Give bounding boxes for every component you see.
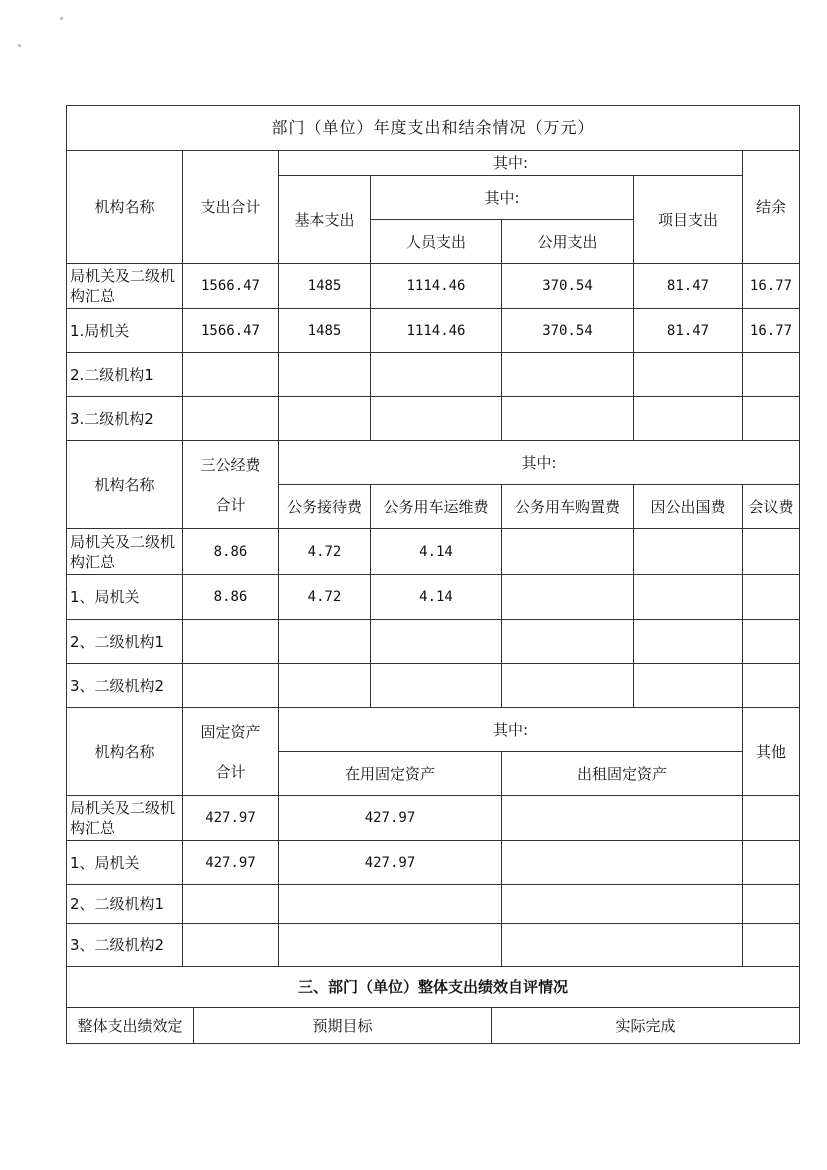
table-row (67, 397, 800, 441)
balance-cell: 16.77 (743, 264, 800, 309)
balance-cell (743, 397, 800, 441)
org-name-cell: 局机关及二级机构汇总 (67, 796, 183, 841)
basic-cell (279, 353, 371, 397)
header-balance: 结余 (743, 151, 800, 264)
header-three-public-total-line2: 合计 (215, 495, 246, 514)
in-use-cell: 427.97 (279, 841, 502, 885)
in-use-cell: 427.97 (279, 796, 502, 841)
meeting-cell (743, 575, 800, 620)
total-cell: 427.97 (183, 796, 279, 841)
header-of-which: 其中: (279, 151, 743, 176)
table-row (67, 885, 800, 924)
section1-title: 部门（单位）年度支出和结余情况（万元） (67, 106, 800, 151)
header-org-name: 机构名称 (67, 441, 183, 529)
performance-header-table (66, 1007, 800, 1044)
org-name-cell: 3.二级机构2 (67, 397, 183, 441)
personnel-cell (371, 397, 502, 441)
leased-cell (502, 924, 743, 967)
reception-cell (279, 664, 371, 708)
header-org-name: 机构名称 (67, 708, 183, 796)
table-row (67, 264, 800, 309)
header-project-expenditure: 项目支出 (634, 176, 743, 264)
header-fixed-asset-total-line1: 固定资产 (200, 722, 261, 741)
actual-completion-header: 实际完成 (492, 1008, 800, 1044)
expected-target-header: 预期目标 (194, 1008, 492, 1044)
project-cell: 81.47 (634, 309, 743, 353)
org-name-cell: 1、局机关 (67, 575, 183, 620)
org-name-cell: 1.局机关 (67, 309, 183, 353)
table-row (67, 353, 800, 397)
basic-cell: 1485 (279, 264, 371, 309)
personnel-cell: 1114.46 (371, 264, 502, 309)
project-cell (634, 353, 743, 397)
in-use-cell (279, 924, 502, 967)
table-row (67, 841, 800, 885)
travel-abroad-cell (634, 529, 743, 575)
header-other: 其他 (743, 708, 800, 796)
header-three-public-total-line1: 三公经费 (200, 455, 261, 474)
org-name-cell: 2.二级机构1 (67, 353, 183, 397)
total-cell: 1566.47 (183, 264, 279, 309)
travel-abroad-cell (634, 620, 743, 664)
table-row (67, 796, 800, 841)
header-travel-abroad: 因公出国费 (634, 485, 743, 529)
org-name-cell: 2、二级机构1 (67, 885, 183, 924)
basic-cell: 1485 (279, 309, 371, 353)
org-name-cell: 1、局机关 (67, 841, 183, 885)
leased-cell (502, 885, 743, 924)
project-cell: 81.47 (634, 264, 743, 309)
header-vehicle-purchase: 公务用车购置费 (502, 485, 634, 529)
header-leased-assets: 出租固定资产 (502, 752, 743, 796)
scan-speck (60, 17, 63, 20)
header-reception: 公务接待费 (279, 485, 371, 529)
section4-title: 三、部门（单位）整体支出绩效自评情况 (67, 967, 800, 1008)
total-cell (183, 885, 279, 924)
total-cell: 1566.47 (183, 309, 279, 353)
total-cell (183, 620, 279, 664)
performance-header-row (67, 1008, 800, 1044)
balance-cell: 16.77 (743, 309, 800, 353)
org-name-cell: 局机关及二级机构汇总 (67, 264, 183, 309)
balance-cell (743, 353, 800, 397)
org-name-cell: 局机关及二级机构汇总 (67, 529, 183, 575)
reception-cell: 4.72 (279, 575, 371, 620)
meeting-cell (743, 664, 800, 708)
table-row (67, 664, 800, 708)
total-cell: 427.97 (183, 841, 279, 885)
header-org-name: 机构名称 (67, 151, 183, 264)
basic-cell (279, 397, 371, 441)
table-row (67, 575, 800, 620)
section3-header-row (67, 708, 800, 752)
header-basic-expenditure: 基本支出 (279, 176, 371, 264)
org-name-cell: 2、二级机构1 (67, 620, 183, 664)
leased-cell (502, 841, 743, 885)
header-vehicle-ops: 公务用车运维费 (371, 485, 502, 529)
vehicle-ops-cell: 4.14 (371, 529, 502, 575)
travel-abroad-cell (634, 664, 743, 708)
other-cell (743, 885, 800, 924)
total-cell (183, 397, 279, 441)
section2-header-row (67, 441, 800, 485)
other-cell (743, 924, 800, 967)
header-of-which-sub: 其中: (371, 176, 634, 220)
table-row (67, 309, 800, 353)
leased-cell (502, 796, 743, 841)
total-cell (183, 924, 279, 967)
meeting-cell (743, 620, 800, 664)
section1-title-row (67, 106, 800, 151)
header-personnel-expenditure: 人员支出 (371, 220, 502, 264)
reception-cell (279, 620, 371, 664)
other-cell (743, 796, 800, 841)
vehicle-purchase-cell (502, 620, 634, 664)
vehicle-ops-cell (371, 620, 502, 664)
travel-abroad-cell (634, 575, 743, 620)
vehicle-ops-cell (371, 664, 502, 708)
public-cell (502, 353, 634, 397)
header-meeting: 会议费 (743, 485, 800, 529)
header-in-use-assets: 在用固定资产 (279, 752, 502, 796)
public-cell (502, 397, 634, 441)
project-cell (634, 397, 743, 441)
header-three-public-total (183, 441, 279, 529)
public-cell: 370.54 (502, 309, 634, 353)
section1-header-row (67, 151, 800, 176)
total-cell: 8.86 (183, 575, 279, 620)
vehicle-purchase-cell (502, 664, 634, 708)
header-public-expenditure: 公用支出 (502, 220, 634, 264)
header-of-which: 其中: (279, 441, 800, 485)
table-row (67, 620, 800, 664)
personnel-cell (371, 353, 502, 397)
public-cell: 370.54 (502, 264, 634, 309)
header-fixed-asset-total-line2: 合计 (215, 762, 246, 781)
personnel-cell: 1114.46 (371, 309, 502, 353)
reception-cell: 4.72 (279, 529, 371, 575)
meeting-cell (743, 529, 800, 575)
in-use-cell (279, 885, 502, 924)
vehicle-purchase-cell (502, 575, 634, 620)
performance-label: 整体支出绩效定 (67, 1008, 194, 1044)
vehicle-ops-cell: 4.14 (371, 575, 502, 620)
org-name-cell: 3、二级机构2 (67, 924, 183, 967)
expenditure-report-table (66, 105, 799, 1044)
org-name-cell: 3、二级机构2 (67, 664, 183, 708)
scan-speck (18, 44, 21, 47)
table-row (67, 529, 800, 575)
header-fixed-asset-total (183, 708, 279, 796)
header-of-which: 其中: (279, 708, 743, 752)
total-cell: 8.86 (183, 529, 279, 575)
table-row (67, 924, 800, 967)
section4-title-row (67, 967, 800, 1008)
total-cell (183, 353, 279, 397)
vehicle-purchase-cell (502, 529, 634, 575)
total-cell (183, 664, 279, 708)
other-cell (743, 841, 800, 885)
header-total-expenditure: 支出合计 (183, 151, 279, 264)
